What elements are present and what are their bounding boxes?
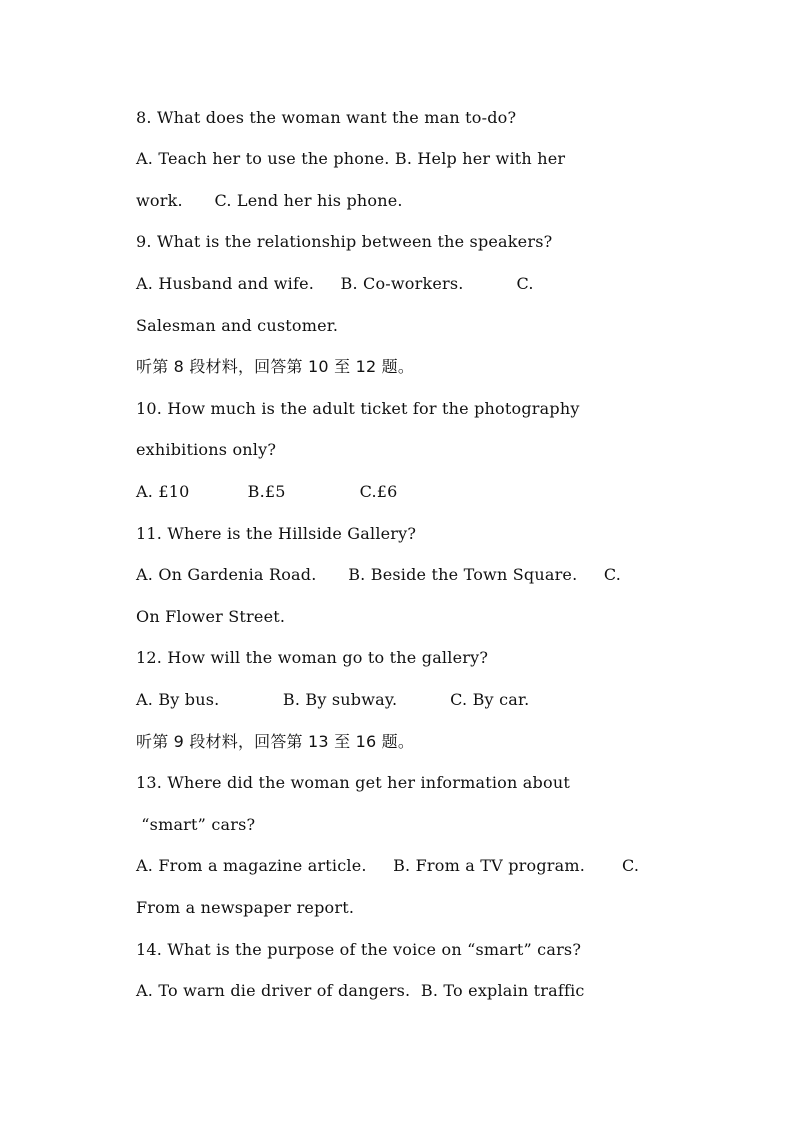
question-12-options: A. By bus. B. By subway. C. By car. <box>136 690 530 709</box>
question-11-options-cont: On Flower Street. <box>136 607 286 626</box>
question-8-options: A. Teach her to use the phone. B. Help her with her <box>136 149 566 168</box>
section-instruction-8: 听第 8 段材料，回答第 10 至 12 题。 <box>136 357 415 376</box>
question-10-options: A. £10 B.£5 C.£6 <box>136 482 398 501</box>
question-11-options: A. On Gardenia Road. B. Beside the Town Square. C. <box>136 565 621 584</box>
section-instruction-9: 听第 9 段材料，回答第 13 至 16 题。 <box>136 732 415 751</box>
question-8-options-cont: work. C. Lend her his phone. <box>136 191 403 210</box>
question-9: 9. What is the relationship between the speakers? <box>136 232 553 251</box>
question-10-cont: exhibitions only? <box>136 440 277 459</box>
question-13-options-cont: From a newspaper report. <box>136 898 355 917</box>
question-13: 13. Where did the woman get her information about <box>136 773 570 792</box>
question-12: 12. How will the woman go to the gallery? <box>136 648 489 667</box>
question-13-cont: “smart” cars? <box>136 815 256 834</box>
question-14-options: A. To warn die driver of dangers. B. To explain traffic <box>136 981 585 1000</box>
question-11: 11. Where is the Hillside Gallery? <box>136 524 417 543</box>
question-14: 14. What is the purpose of the voice on “smart” cars? <box>136 940 582 959</box>
question-13-options: A. From a magazine article. B. From a TV program. C. <box>136 856 640 875</box>
question-9-options-cont: Salesman and customer. <box>136 316 339 335</box>
question-9-options: A. Husband and wife. B. Co-workers. C. <box>136 274 534 293</box>
question-10: 10. How much is the adult ticket for the photography <box>136 399 580 418</box>
question-8: 8. What does the woman want the man to-do? <box>136 108 517 127</box>
